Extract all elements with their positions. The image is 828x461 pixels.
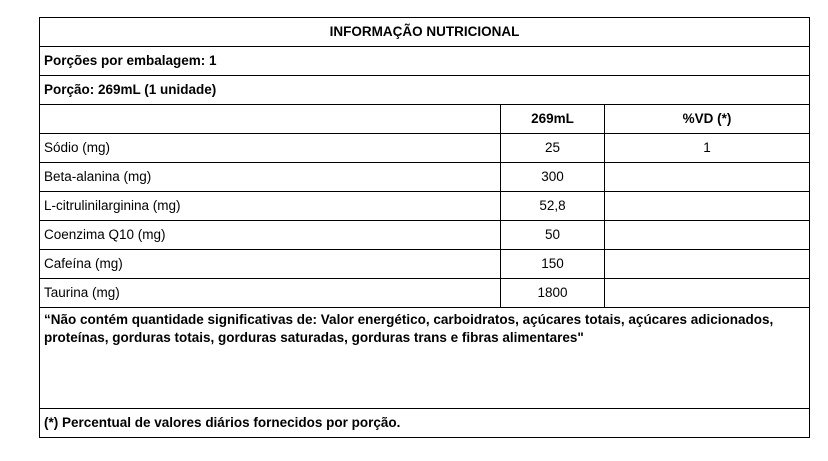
header-row xyxy=(40,105,810,134)
nutrient-daily-value: 1 xyxy=(605,134,810,163)
nutrient-daily-value xyxy=(605,163,810,192)
table-row xyxy=(40,192,810,221)
table-row xyxy=(40,250,810,279)
nutrient-name: L-citrulinilarginina (mg) xyxy=(40,192,501,221)
column-header-daily-value: %VD (*) xyxy=(605,105,810,134)
table-row xyxy=(40,279,810,308)
nutrient-name: Beta-alanina (mg) xyxy=(40,163,501,192)
table-title: INFORMAÇÃO NUTRICIONAL xyxy=(40,18,810,47)
nutrient-amount: 150 xyxy=(501,250,605,279)
nutrient-name: Taurina (mg) xyxy=(40,279,501,308)
table-row xyxy=(40,134,810,163)
column-header-amount: 269mL xyxy=(501,105,605,134)
nutrient-amount: 300 xyxy=(501,163,605,192)
nutrient-daily-value xyxy=(605,250,810,279)
disclaimer-note: “Não contém quantidade significativas de: Valor energético, carboidratos, açúcares totais, açúcares adicionados, proteínas, gorduras totais, gorduras saturadas, gorduras trans e fibras alimentares" xyxy=(40,308,810,409)
column-header-nutrient xyxy=(40,105,501,134)
servings-per-package: Porções por embalagem: 1 xyxy=(40,47,810,76)
nutrient-name: Cafeína (mg) xyxy=(40,250,501,279)
servings-row xyxy=(40,47,810,76)
nutrition-facts-table xyxy=(39,17,810,438)
nutrient-daily-value xyxy=(605,192,810,221)
serving-size: Porção: 269mL (1 unidade) xyxy=(40,76,810,105)
nutrient-amount: 52,8 xyxy=(501,192,605,221)
nutrient-daily-value xyxy=(605,221,810,250)
nutrient-amount: 1800 xyxy=(501,279,605,308)
note-row xyxy=(40,308,810,409)
nutrient-amount: 25 xyxy=(501,134,605,163)
footnote-row xyxy=(40,409,810,438)
serving-size-row xyxy=(40,76,810,105)
nutrient-name: Coenzima Q10 (mg) xyxy=(40,221,501,250)
title-row xyxy=(40,18,810,47)
nutrient-amount: 50 xyxy=(501,221,605,250)
nutrient-name: Sódio (mg) xyxy=(40,134,501,163)
footnote: (*) Percentual de valores diários fornecidos por porção. xyxy=(40,409,810,438)
nutrient-daily-value xyxy=(605,279,810,308)
table-row xyxy=(40,163,810,192)
table-row xyxy=(40,221,810,250)
